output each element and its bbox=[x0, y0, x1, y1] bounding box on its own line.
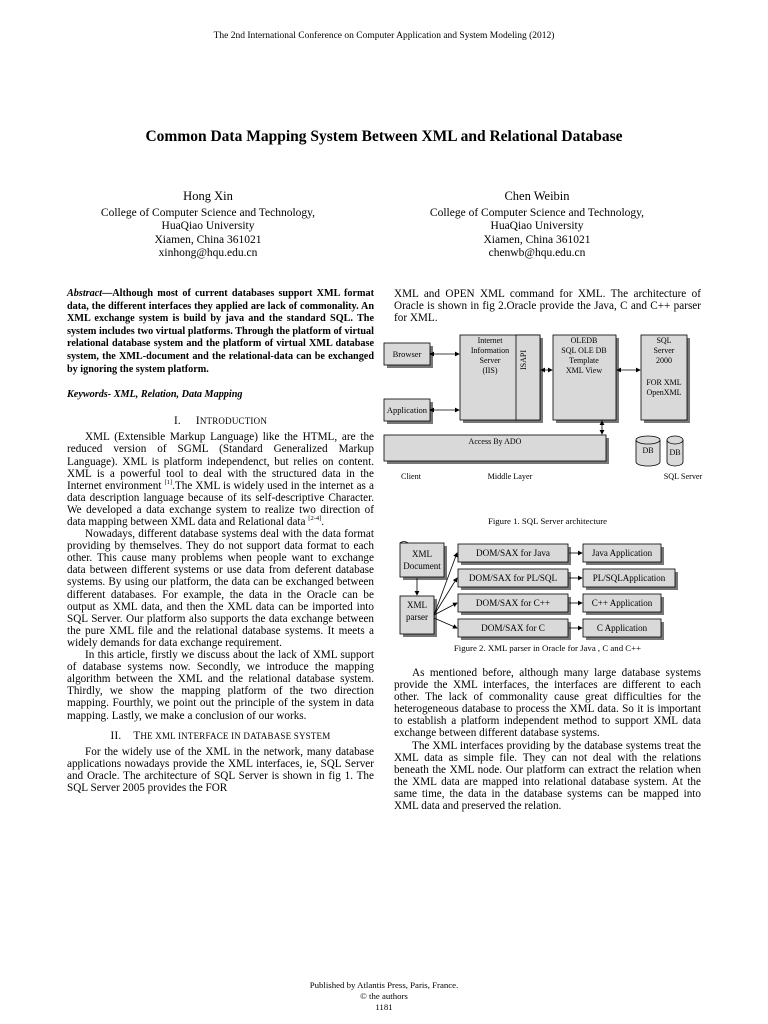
figure-1-caption: Figure 1. SQL Server architecture bbox=[487, 516, 608, 526]
abstract-text: —Although most of current databases support XML format data, the different interfaces they applied are lack of commonality. An XML exchange system is build by java and the standard SQL. The system includes two virtual platforms. Through the platform of virtual relational database system and the platform of virtual XML database system, the XML-document and the relational-data can be exchanged by ignoring the system platform. bbox=[67, 288, 374, 375]
footer bbox=[0, 980, 768, 1013]
xml-document-shape bbox=[400, 542, 447, 581]
app-java-box bbox=[583, 544, 664, 565]
author-affiliation: College of Computer Science and Technology, bbox=[429, 206, 645, 219]
iis-label-line: (IIS) bbox=[482, 366, 498, 375]
author-affiliation: College of Computer Science and Technology, bbox=[100, 206, 316, 219]
author-location: Xiamen, China 361021 bbox=[483, 233, 591, 246]
ado-label: Access By ADO bbox=[468, 437, 522, 446]
dom-plsql-box bbox=[458, 569, 571, 590]
sql-server-label-line: 2000 bbox=[656, 356, 672, 365]
app-java-label: Java Application bbox=[591, 548, 653, 558]
right-paragraph-1: As mentioned before, although many large database systems provide the XML interfaces, the interfaces are different to each other. The lack of commonality cause great difficulties for the heterogeneous database to process the XML data. So it is important to establish a platform independent method to support XML data exchange between different database systems. bbox=[394, 667, 701, 740]
section-number: II. bbox=[110, 729, 122, 742]
sql-server-label-line: OpenXML bbox=[646, 388, 682, 397]
section2-paragraph-1: For the widely use of the XML in the network, many database applications nowadays provide the XML interfaces, ie, SQL Server and Oracle. The architecture of SQL Server is shown in fig 1. The SQL Server 2005 provides the FOR bbox=[67, 745, 374, 794]
sql-server-label-line: Server bbox=[653, 346, 675, 355]
figure-2-oracle-xml-parser bbox=[393, 540, 693, 645]
db-cylinder-1 bbox=[636, 436, 660, 466]
section-initial: T bbox=[133, 729, 141, 742]
oledb-label-line: OLEDB bbox=[570, 336, 598, 345]
app-cpp-box bbox=[583, 594, 664, 615]
db-cylinder-2 bbox=[667, 436, 683, 466]
app-c-box bbox=[583, 619, 664, 640]
xml-parser-label: XML bbox=[407, 600, 427, 610]
app-cpp-label: C++ Application bbox=[591, 598, 653, 608]
iis-label-line: Internet bbox=[477, 336, 503, 345]
intro-paragraph-3: In this article, firstly we discuss about the lack of XML support of database systems now. Secondly, we introduce the mapping algorithm between the XML and the relational database system. Thirdly, we show the mapping platform of the two direction mapping. Fourthly, we point out the principle of the system in data mapping. Lastly, we make a conclusion of our works. bbox=[67, 649, 374, 722]
section-title-rest: NTRODUCTION bbox=[199, 416, 268, 427]
db-label: DB bbox=[642, 446, 654, 455]
author-name: Chen Weibin bbox=[504, 189, 570, 203]
dom-java-box bbox=[458, 544, 571, 565]
dom-java-label: DOM/SAX for Java bbox=[475, 548, 551, 558]
section-number: I. bbox=[173, 415, 181, 428]
citation: [1] bbox=[164, 478, 173, 486]
author-university: HuaQiao University bbox=[490, 220, 584, 232]
page-number: 1181 bbox=[375, 1002, 393, 1012]
arrow-parser-c bbox=[434, 618, 457, 628]
section-title-rest: HE XML INTERFACE IN DATABASE SYSTEM bbox=[140, 730, 331, 741]
dom-plsql-label: DOM/SAX for PL/SQL bbox=[468, 573, 558, 583]
paper-title: Common Data Mapping System Between XML and Relational Database bbox=[145, 128, 623, 145]
right-paragraph-2: The XML interfaces providing by the database systems treat the XML data as simple file. They can not deal with the relations beneath the XML node. Our platform can extract the relation when the XML data are mapped into relational database system. At the same time, the data in the database systems can be mapped into XML data and preserved the relation. bbox=[394, 739, 701, 813]
xml-document-label: XML bbox=[412, 549, 432, 559]
keywords: Keywords- XML, Relation, Data Mapping bbox=[67, 389, 243, 401]
section-initial: I bbox=[195, 415, 200, 428]
running-head: The 2nd International Conference on Computer Application and System Modeling (2012) bbox=[213, 31, 555, 41]
dom-cpp-box bbox=[458, 594, 571, 615]
author-location: Xiamen, China 361021 bbox=[154, 233, 262, 246]
copyright-line: © the authors bbox=[360, 991, 408, 1001]
right-column-bottom bbox=[394, 667, 701, 812]
xml-parser-box bbox=[400, 596, 437, 637]
author-email: xinhong@hqu.edu.cn bbox=[158, 247, 258, 259]
right-column-top bbox=[394, 288, 701, 324]
sql-server-label-line: SQL bbox=[656, 336, 672, 345]
iis-label-line: Server bbox=[479, 356, 501, 365]
abstract-label: Abstract bbox=[67, 288, 103, 299]
app-plsql-label: PL/SQLApplication bbox=[592, 573, 666, 583]
author-name: Hong Xin bbox=[183, 189, 233, 203]
browser-label: Browser bbox=[392, 349, 422, 359]
isapi-label: ISAPI bbox=[519, 349, 528, 371]
tier-label-server: SQL Server bbox=[663, 472, 703, 481]
citation: [2-4] bbox=[308, 515, 322, 522]
abstract bbox=[67, 288, 374, 376]
left-column bbox=[67, 288, 374, 794]
author-block-2 bbox=[377, 190, 697, 261]
app-plsql-box bbox=[583, 569, 678, 590]
figure-2-caption: Figure 2. XML parser in Oracle for Java , C and C++ bbox=[453, 643, 642, 653]
iis-label-line: Information bbox=[470, 346, 510, 355]
tier-label-middle: Middle Layer bbox=[487, 472, 533, 481]
author-email: chenwb@hqu.edu.cn bbox=[488, 247, 586, 259]
app-c-label: C Application bbox=[596, 623, 648, 633]
section-heading-introduction bbox=[67, 415, 374, 427]
publisher-line: Published by Atlantis Press, Paris, France. bbox=[309, 980, 459, 990]
author-university: HuaQiao University bbox=[161, 220, 255, 232]
xml-parser-label: parser bbox=[406, 612, 428, 622]
tier-label-client: Client bbox=[400, 472, 422, 481]
xml-document-label: Document bbox=[403, 561, 441, 571]
intro-paragraph-2: Nowadays, different database systems deal with the data format providing by themselves. They do not support data format to each other. This cause many problems when people want to exchange data between different systems or use data from deferent database systems. By using our platform, the data can be exchanged between different databases. For example, the data in the Oracle can be output as XML data, and then the XML data can be imported into SQL Server. Our platform also supports the data exchange between the pure XML file and the relational database systems. It meets a widely demands for data exchange requirement. bbox=[67, 528, 374, 649]
application-label: Application bbox=[386, 405, 428, 415]
author-block-1 bbox=[48, 190, 368, 261]
dom-c-label: DOM/SAX for C bbox=[481, 623, 545, 633]
dom-c-box bbox=[458, 619, 571, 640]
intro-paragraph-1: XML (Extensible Markup Language) like the HTML, are the reduced version of SGML (Standard Generalized Markup Language). XML is platform independenct, but relies on content. XML is a powerful tool to deal with the structured data in the Internet environment [1].The XML is widely used in the internet as a data description language because of its self-descriptive Character. We developed a data exchange system to realize two direction of data mapping between XML data and Relational data [2-4]. bbox=[67, 431, 374, 528]
isapi-box bbox=[516, 335, 540, 420]
dom-cpp-label: DOM/SAX for C++ bbox=[475, 598, 551, 608]
db-label: DB bbox=[669, 448, 681, 457]
section-heading-xml-interface bbox=[67, 730, 374, 742]
oledb-label-line: XML View bbox=[565, 366, 603, 375]
figure-1-sql-server-architecture bbox=[380, 330, 710, 490]
oledb-label-line: Template bbox=[569, 356, 599, 365]
oledb-label-line: SQL OLE DB bbox=[561, 346, 607, 355]
sql-server-label-line: FOR XML bbox=[646, 378, 682, 387]
continuation-paragraph: XML and OPEN XML command for XML. The architecture of Oracle is shown in fig 2.Oracle provide the Java, C and C++ parser for XML. bbox=[394, 288, 701, 325]
